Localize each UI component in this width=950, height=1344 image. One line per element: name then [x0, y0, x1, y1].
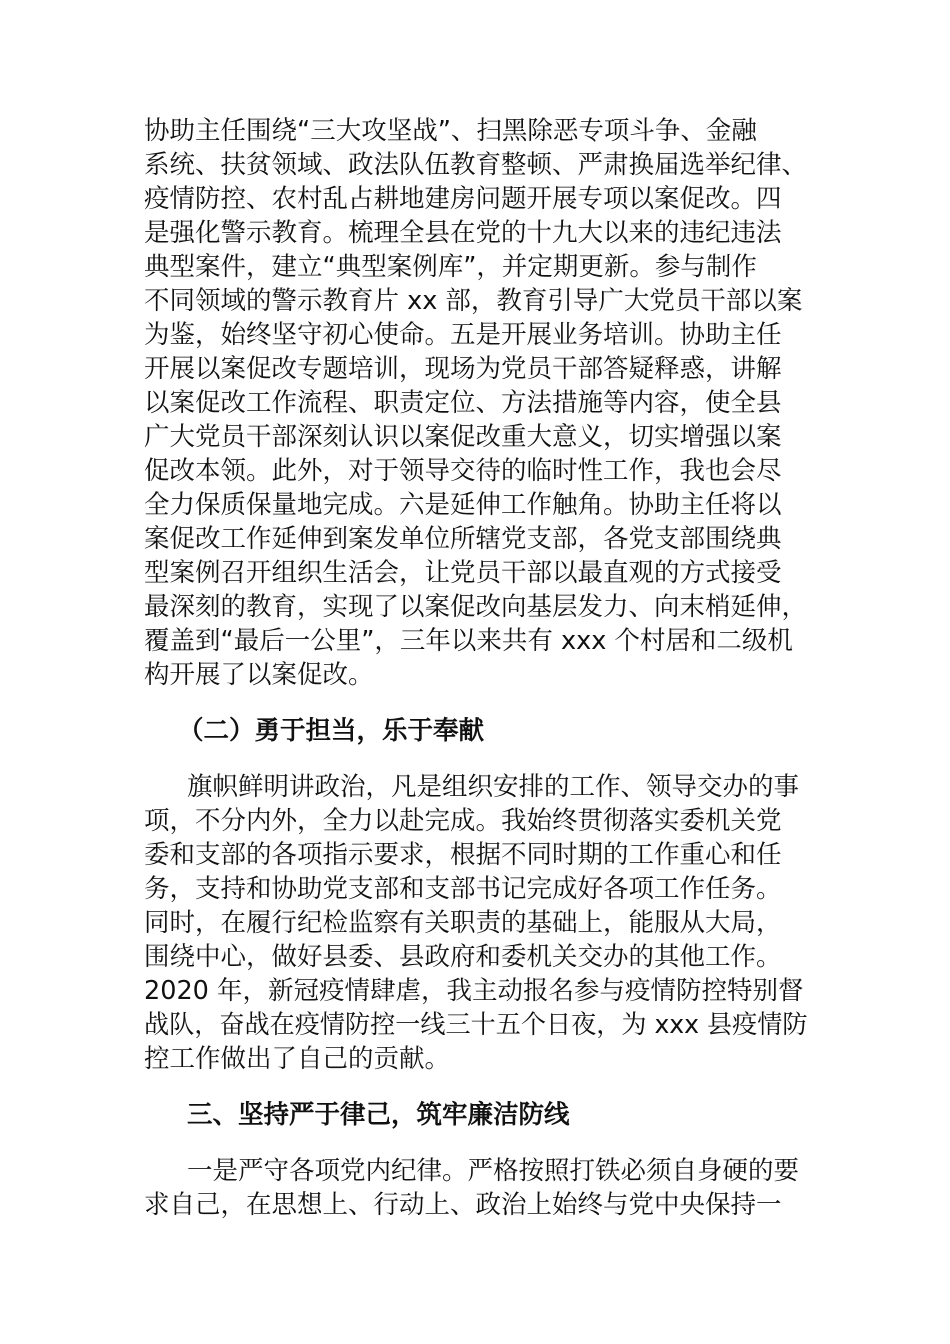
paragraph-line: 同时，在履行纪检监察有关职责的基础上，能服从大局，	[144, 908, 782, 938]
paragraph-line: 务，支持和协助党支部和支部书记完成好各项工作任务。	[144, 874, 782, 904]
paragraph-line: 系统、扶贫领域、政法队伍教育整顿、严肃换届选举纪律、	[144, 150, 808, 180]
paragraph-line: 最深刻的教育，实现了以案促改向基层发力、向末梢延伸，	[144, 592, 808, 622]
paragraph-line: 不同领域的警示教育片 xx 部，教育引导广大党员干部以案	[144, 286, 803, 316]
paragraph-line: 促改本领。此外，对于领导交待的临时性工作，我也会尽	[144, 456, 782, 486]
section-heading: （二）勇于担当，乐于奉献	[178, 716, 485, 746]
paragraph-line: 为鉴，始终坚守初心使命。五是开展业务培训。协助主任	[144, 320, 782, 350]
paragraph-line: 以案促改工作流程、职责定位、方法措施等内容，使全县	[144, 388, 782, 418]
paragraph-line: 2020 年，新冠疫情肆虐，我主动报名参与疫情防控特别督	[144, 976, 804, 1006]
paragraph-line: 覆盖到“最后一公里”，三年以来共有 xxx 个村居和二级机	[144, 626, 793, 656]
paragraph-line: 战队，奋战在疫情防控一线三十五个日夜，为 xxx 县疫情防	[144, 1010, 808, 1040]
paragraph-line: 开展以案促改专题培训，现场为党员干部答疑释惑，讲解	[144, 354, 782, 384]
paragraph-line: 项，不分内外，全力以赴完成。我始终贯彻落实委机关党	[144, 806, 782, 836]
paragraph-line: 全力保质保量地完成。六是延伸工作触角。协助主任将以	[144, 490, 782, 520]
paragraph-line: 构开展了以案促改。	[144, 660, 374, 690]
section-heading: 三、坚持严于律己，筑牢廉洁防线	[187, 1100, 570, 1130]
paragraph-line: 协助主任围绕“三大攻坚战”、扫黑除恶专项斗争、金融	[144, 116, 757, 146]
paragraph-line: 委和支部的各项指示要求，根据不同时期的工作重心和任	[144, 840, 782, 870]
paragraph-line: 广大党员干部深刻认识以案促改重大意义，切实增强以案	[144, 422, 782, 452]
paragraph-line: 型案例召开组织生活会，让党员干部以最直观的方式接受	[144, 558, 782, 588]
paragraph-line: 一是严守各项党内纪律。严格按照打铁必须自身硬的要	[187, 1156, 800, 1186]
paragraph-line: 控工作做出了自己的贡献。	[144, 1044, 451, 1074]
paragraph-line: 求自己，在思想上、行动上、政治上始终与党中央保持一	[144, 1190, 782, 1220]
paragraph-line: 旗帜鲜明讲政治，凡是组织安排的工作、领导交办的事	[187, 772, 800, 802]
paragraph-line: 疫情防控、农村乱占耕地建房问题开展专项以案促改。四	[144, 184, 782, 214]
paragraph-line: 是强化警示教育。梳理全县在党的十九大以来的违纪违法	[144, 218, 782, 248]
paragraph-line: 典型案件，建立“典型案例库”，并定期更新。参与制作	[144, 252, 757, 282]
paragraph-line: 围绕中心，做好县委、县政府和委机关交办的其他工作。	[144, 942, 782, 972]
paragraph-line: 案促改工作延伸到案发单位所辖党支部，各党支部围绕典	[144, 524, 782, 554]
